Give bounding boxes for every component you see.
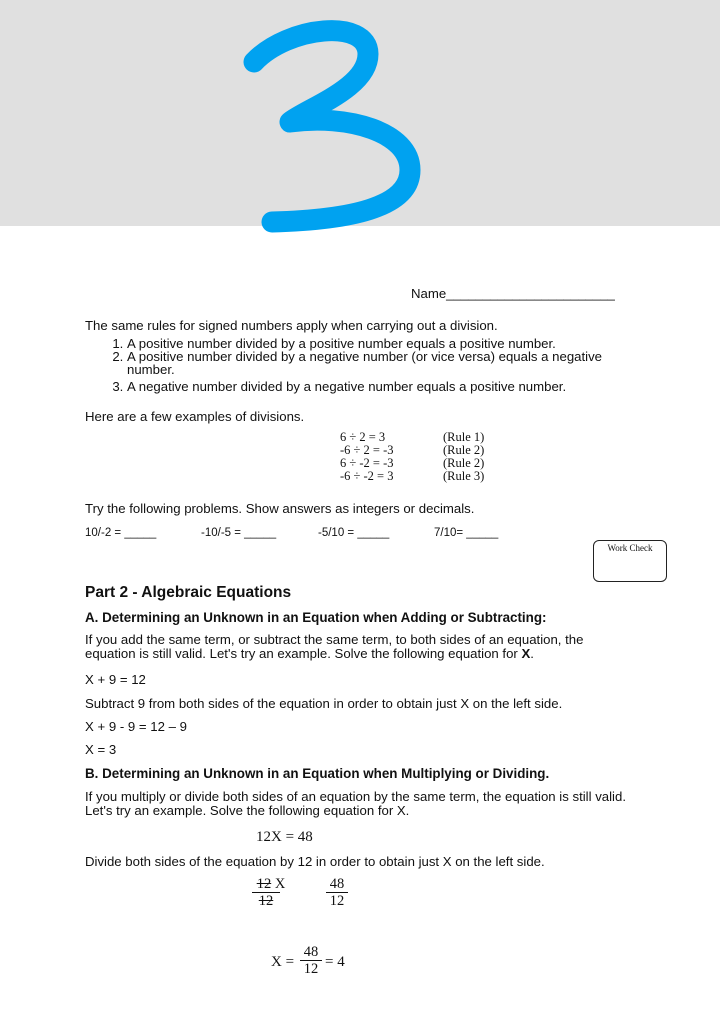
rule-item: 2. A positive number divided by a negative number (or vice versa) equals a negative number. [127,350,647,376]
fraction-right: $\frac{48}{12}$ [326,876,348,909]
equation-3: X = 3 [85,742,117,757]
equation-1: X + 9 = 12 [85,672,146,687]
part2-title: Part 2 - Algebraic Equations [85,584,292,601]
final-fraction: $\frac{48}{12}$ [300,944,322,977]
section-b-step: Divide both sides of the equation by 12 in order to obtain just X on the left side. [85,854,545,869]
example-rule: (Rule 2) [443,456,485,470]
section-a-title: A. Determining an Unknown in an Equation when Adding or Subtracting: [85,610,547,625]
variable-x: X [521,646,531,661]
fraction-left: $\frac{12 X}{12}$ [252,876,290,909]
section-a-step: Subtract 9 from both sides of the equation in order to obtain just X on the left side. [85,696,563,711]
final-rhs: = 4 [325,954,345,970]
section-b-title: B. Determining an Unknown in an Equation when Multiplying or Dividing. [85,766,550,781]
problem-1[interactable]: 10/-2 = _____ [85,527,157,539]
example-equation: -6 ÷ -2 = 3 [340,469,394,483]
problem-3[interactable]: -5/10 = _____ [318,527,390,539]
example-equation: 6 ÷ 2 = 3 [340,430,386,444]
problem-4[interactable]: 7/10= _____ [434,527,499,539]
section-a-paragraph: If you add the same term, or subtract the same term, to both sides of an equation, the equation is still valid. Let's try an example. Solve the following equation for X. [85,632,584,661]
equation-4: 12X = 48 [256,829,313,845]
rule-item: 1. A positive number divided by a positive number equals a positive number. [127,337,647,350]
equation-2: X + 9 - 9 = 12 – 9 [85,719,187,734]
example-rule: (Rule 3) [443,469,485,483]
rule-item: 3. A negative number divided by a negative number equals a positive number. [127,380,647,393]
handwritten-three-icon [238,10,428,240]
try-text: Try the following problems. Show answers as integers or decimals. [85,501,475,516]
example-equation: -6 ÷ 2 = -3 [340,443,394,457]
examples-intro: Here are a few examples of divisions. [85,409,305,424]
example-rule: (Rule 2) [443,443,485,457]
example-rule: (Rule 1) [443,430,485,444]
work-check-box[interactable]: Work Check [593,540,667,582]
example-equation: 6 ÷ -2 = -3 [340,456,394,470]
examples-table [340,431,484,483]
problem-2[interactable]: -10/-5 = _____ [201,527,277,539]
name-field[interactable]: Name_______________________ [411,286,615,301]
rules-list [85,337,647,393]
intro-text: The same rules for signed numbers apply when carrying out a division. [85,318,498,333]
final-lhs: X = [271,954,295,970]
section-b-paragraph: If you multiply or divide both sides of an equation by the same term, the equation is still valid. Let's try an example. Solve the following equation for X. [85,789,626,818]
